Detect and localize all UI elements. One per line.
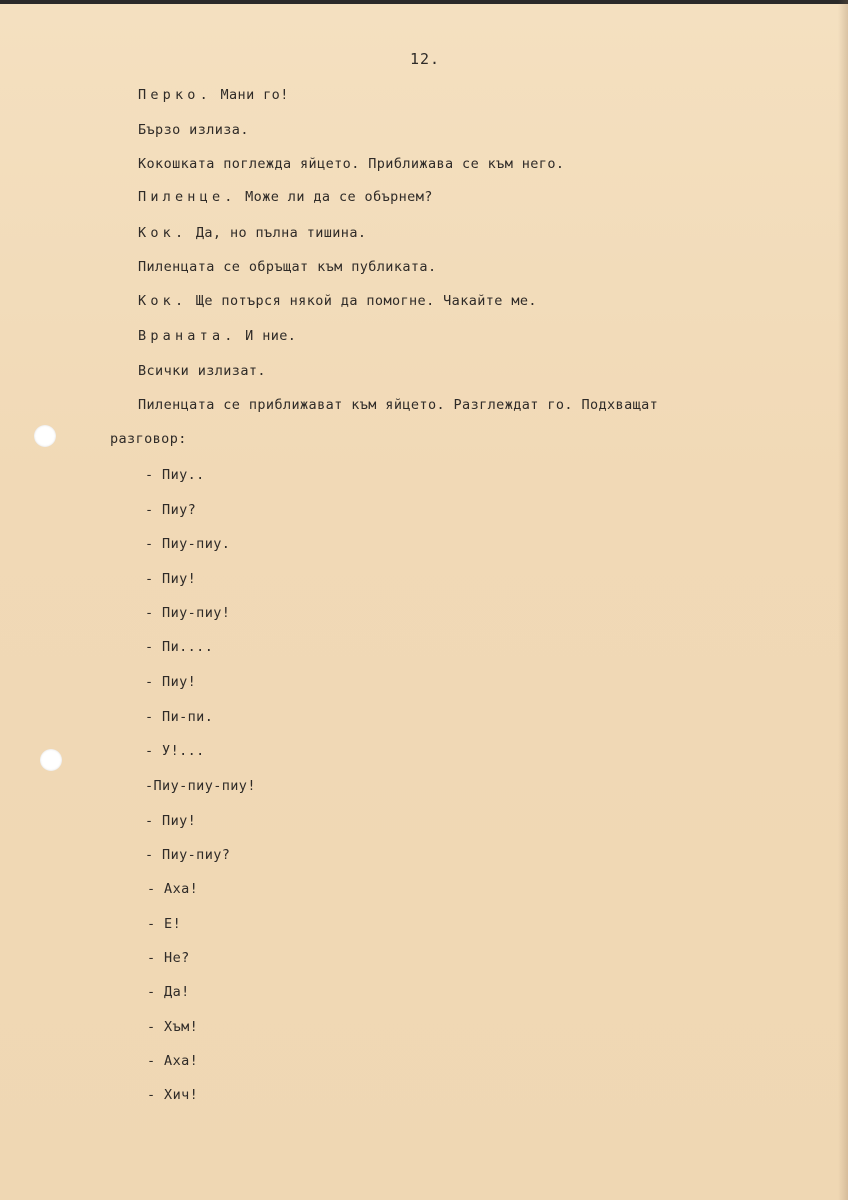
speaker-name: Перко.	[138, 87, 212, 103]
line-text: Мани го!	[211, 87, 289, 103]
dialogue-line: - Пиу..	[145, 467, 205, 483]
speaker-name: Пиленце.	[138, 189, 237, 205]
scan-right-edge	[838, 0, 848, 1200]
speaker-name: Кок.	[138, 225, 188, 241]
dialogue-line: - У!...	[145, 743, 205, 759]
dialogue-line: - Хъм!	[147, 1019, 199, 1035]
dialogue-line: - Пиу-пиу.	[145, 536, 231, 552]
script-line	[138, 293, 537, 309]
line-text: Ще потърся някой да помогне. Чакайте ме.	[187, 293, 537, 309]
speaker-name: Враната.	[138, 328, 237, 344]
stage-direction: Всички излизат.	[138, 363, 266, 379]
line-text: Да, но пълна тишина.	[187, 225, 367, 241]
dialogue-line: - Не?	[147, 950, 190, 966]
punch-hole-top	[34, 425, 56, 447]
dialogue-line: - Пиу-пиу!	[145, 605, 231, 621]
dialogue-line: - Пиу!	[145, 571, 197, 587]
script-line	[138, 87, 289, 103]
punch-hole-bottom	[40, 749, 62, 771]
script-line	[138, 225, 366, 241]
dialogue-line: - Хич!	[147, 1087, 199, 1103]
stage-direction: Пиленцата се обръщат към публиката.	[138, 259, 437, 275]
dialogue-line: - Аха!	[147, 881, 199, 897]
dialogue-line: -Пиу-пиу-пиу!	[145, 778, 256, 794]
page-number: 12.	[410, 50, 441, 68]
script-line	[138, 189, 433, 205]
dialogue-line: - Да!	[147, 984, 190, 1000]
stage-direction: Кокошката поглежда яйцето. Приближава се към него.	[138, 156, 565, 172]
line-text: Може ли да се обърнем?	[236, 189, 433, 205]
dialogue-line: - Пи-пи.	[145, 709, 214, 725]
dialogue-line: - Пи....	[145, 639, 214, 655]
dialogue-line: - Аха!	[147, 1053, 199, 1069]
dialogue-line: - Пиу!	[145, 813, 197, 829]
dialogue-line: - Пиу-пиу?	[145, 847, 231, 863]
speaker-name: Кок.	[138, 293, 188, 309]
line-text: И ние.	[236, 328, 297, 344]
script-line	[138, 328, 296, 344]
dialogue-line: - Е!	[147, 916, 182, 932]
dialogue-line: - Пиу?	[145, 502, 197, 518]
stage-direction: Бързо излиза.	[138, 122, 249, 138]
dialogue-line: - Пиу!	[145, 674, 197, 690]
scan-top-edge	[0, 0, 848, 4]
stage-direction: Пиленцата се приближават към яйцето. Разглеждат го. Подхващат	[138, 397, 659, 413]
stage-direction: разговор:	[110, 431, 187, 447]
